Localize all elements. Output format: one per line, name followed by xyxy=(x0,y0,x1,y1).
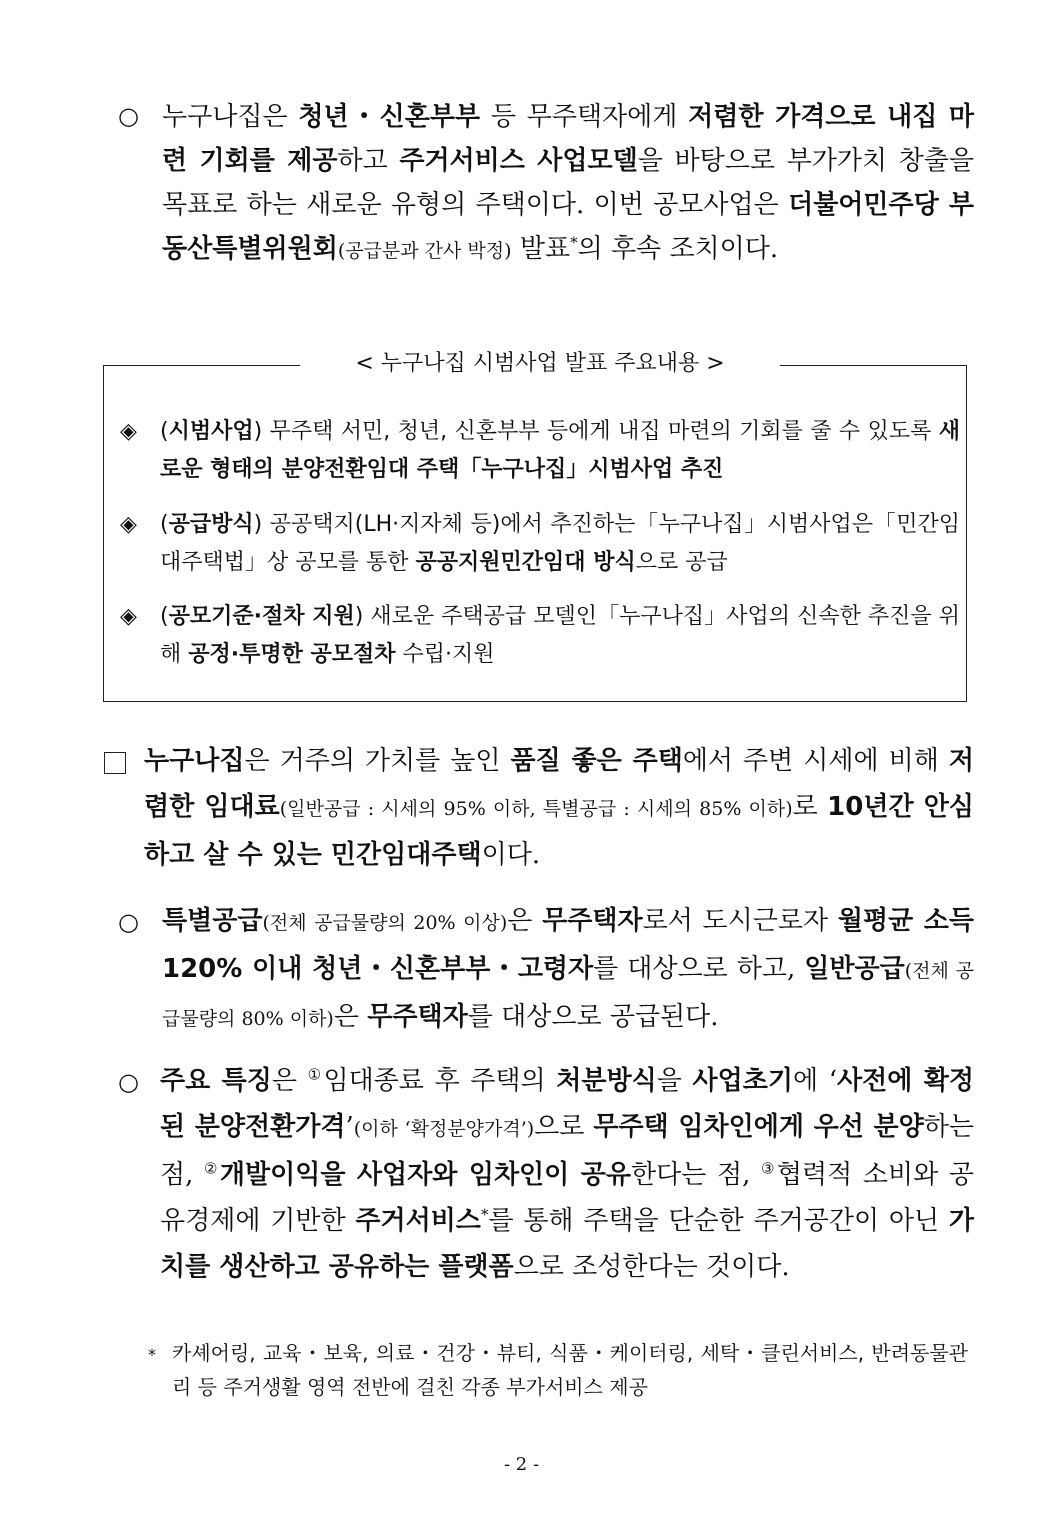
text: 협력적 소비와 공유경제에 기반한 xyxy=(160,1160,974,1236)
emphasis: 개발이익을 사업자와 임차인이 공유 xyxy=(219,1160,631,1190)
parenthetical: (이하 ‘확정분양가격’) xyxy=(353,1118,535,1140)
emphasis: 월평균 소득 120% 이내 청년・신혼부부・고령자 xyxy=(162,906,974,984)
emphasis: 10년간 안심하고 살 수 있는 민간임대주택 xyxy=(144,792,974,870)
emphasis: 더불어민주당 부동산특별위원회 xyxy=(162,190,974,264)
circled-number: ② xyxy=(204,1159,220,1178)
box-item-pilot xyxy=(120,413,960,489)
parenthetical: (일반공급 : 시세의 95% 이하, 특별공급 : 시세의 85% 이하) xyxy=(279,798,793,820)
text: 누구나집은 xyxy=(162,102,299,132)
emphasis: 무주택자 xyxy=(542,906,643,936)
item-label: 시범사업 xyxy=(168,419,254,444)
text: 하고 xyxy=(337,146,400,176)
parenthetical: (공급분과 간사 박정) xyxy=(337,240,512,262)
emphasis: 사업초기 xyxy=(692,1066,793,1096)
page-number: - 2 - xyxy=(503,1454,540,1475)
emphasis: 가치를 생산하고 공유하는 플랫폼 xyxy=(160,1206,974,1282)
diamond-bullet-icon: ◈ xyxy=(120,604,137,629)
item-emphasis: 공정·투명한 공모절차 xyxy=(188,642,396,667)
emphasis: 사전에 확정된 분양전환가격 xyxy=(160,1066,974,1142)
text: ’ xyxy=(345,1112,354,1142)
circled-number: ③ xyxy=(761,1159,777,1178)
item-text: 공공택지(LH·지자체 등)에서 추진하는「누구나집」시범사업은「민간임대주택법」상 공모를 통한 xyxy=(160,512,960,575)
intro-paragraph xyxy=(162,95,974,273)
paren: ( xyxy=(160,419,169,444)
circle-bullet: ○ xyxy=(118,1068,139,1096)
paren: ) xyxy=(253,419,263,444)
emphasis: 무주택자 xyxy=(367,1002,468,1032)
item-emphasis: 새로운 형태의 분양전환임대 주택「누구나집」시범사업 추진 xyxy=(160,419,960,482)
footnote-mark: * xyxy=(480,1205,489,1224)
text: 으로 xyxy=(534,1112,594,1142)
diamond-bullet-icon: ◈ xyxy=(120,419,137,444)
square-bullet-icon xyxy=(104,752,126,774)
text: 은 xyxy=(271,1066,308,1096)
emphasis: 저렴한 임대료 xyxy=(144,746,974,822)
parenthetical: (전체 공급물량의 80% 이하) xyxy=(162,960,975,1030)
text: 은 xyxy=(333,1002,368,1032)
footnote-mark: * xyxy=(570,233,578,252)
parenthetical: (전체 공급물량의 20% 이상) xyxy=(262,912,508,934)
text: 로 xyxy=(792,792,828,822)
features-paragraph xyxy=(160,1058,974,1290)
text: 에서 주변 시세에 비해 xyxy=(682,746,949,776)
text: 이다. xyxy=(481,840,541,870)
text: 발표 xyxy=(511,234,571,264)
emphasis: 누구나집 xyxy=(144,746,245,776)
emphasis: 주거서비스 사업모델 xyxy=(399,146,638,176)
paren: ) xyxy=(354,604,364,629)
text: 을 xyxy=(656,1066,693,1096)
footnote-marker: * xyxy=(148,1345,156,1364)
emphasis: 무주택 임차인에게 우선 분양 xyxy=(593,1112,924,1142)
text: 한다는 점, xyxy=(630,1160,762,1190)
paren: ) xyxy=(253,512,263,537)
item-label: 공모기준·절차 지원 xyxy=(168,604,355,629)
summary-box-title: < 누구나집 시범사업 발표 주요내용 > xyxy=(300,348,780,380)
definition-paragraph xyxy=(144,738,974,878)
emphasis: 주요 특징 xyxy=(160,1066,272,1096)
diamond-bullet-icon: ◈ xyxy=(120,512,137,537)
text: 에 ‘ xyxy=(792,1066,837,1096)
text: 를 대상으로 공급된다. xyxy=(467,1002,719,1032)
item-label: 공급방식 xyxy=(168,512,254,537)
paren: ( xyxy=(160,604,169,629)
text: 을 바탕으로 부가가치 창출을 목표로 하는 새로운 유형의 주택이다. 이번 공모사업은 xyxy=(162,146,974,220)
box-item-supply xyxy=(120,506,960,582)
text: 으로 조성한다는 것이다. xyxy=(513,1252,790,1282)
text: 등 무주택자에게 xyxy=(480,102,689,132)
text: 로서 도시근로자 xyxy=(642,906,838,936)
footnote xyxy=(148,1336,968,1404)
circle-bullet: ○ xyxy=(118,908,139,936)
footnote-text: 카셰어링, 교육・보육, 의료・건강・뷰티, 식품・케이터링, 세탁・클린서비스, 반려동물관리 등 주거생활 영역 전반에 걸친 각종 부가서비스 제공 xyxy=(172,1341,968,1399)
emphasis: 특별공급 xyxy=(162,906,263,936)
circled-number: ① xyxy=(307,1065,324,1084)
text: 의 후속 조치이다. xyxy=(577,234,779,264)
emphasis: 일반공급 xyxy=(804,954,905,984)
paren: ( xyxy=(160,512,169,537)
item-text: 무주택 서민, 청년, 신혼부부 등에게 내집 마련의 기회를 줄 수 있도록 xyxy=(262,419,939,444)
item-emphasis: 공공지원민간임대 방식 xyxy=(415,550,636,575)
eligibility-paragraph xyxy=(162,898,974,1042)
emphasis: 주거서비스 xyxy=(355,1206,481,1236)
text: 은 xyxy=(507,906,543,936)
item-tail: 으로 공급 xyxy=(635,550,728,575)
emphasis: 처분방식 xyxy=(556,1066,657,1096)
text: 은 거주의 가치를 높인 xyxy=(244,746,511,776)
circle-bullet: ○ xyxy=(118,102,139,130)
emphasis: 저렴한 가격으로 내집 마련 기회를 제공 xyxy=(162,102,974,176)
item-text: 새로운 주택공급 모델인「누구나집」사업의 신속한 추진을 위해 xyxy=(160,604,960,667)
text: 하는 점, xyxy=(160,1112,975,1190)
item-tail: 수립·지원 xyxy=(395,642,495,667)
text: 를 대상으로 하고, xyxy=(593,954,805,984)
box-item-procedure xyxy=(120,598,960,674)
text: 임대종료 후 주택의 xyxy=(323,1066,557,1096)
emphasis: 품질 좋은 주택 xyxy=(510,746,683,776)
emphasis: 청년・신혼부부 xyxy=(298,102,481,132)
text: 를 통해 주택을 단순한 주거공간이 아닌 xyxy=(488,1206,949,1236)
